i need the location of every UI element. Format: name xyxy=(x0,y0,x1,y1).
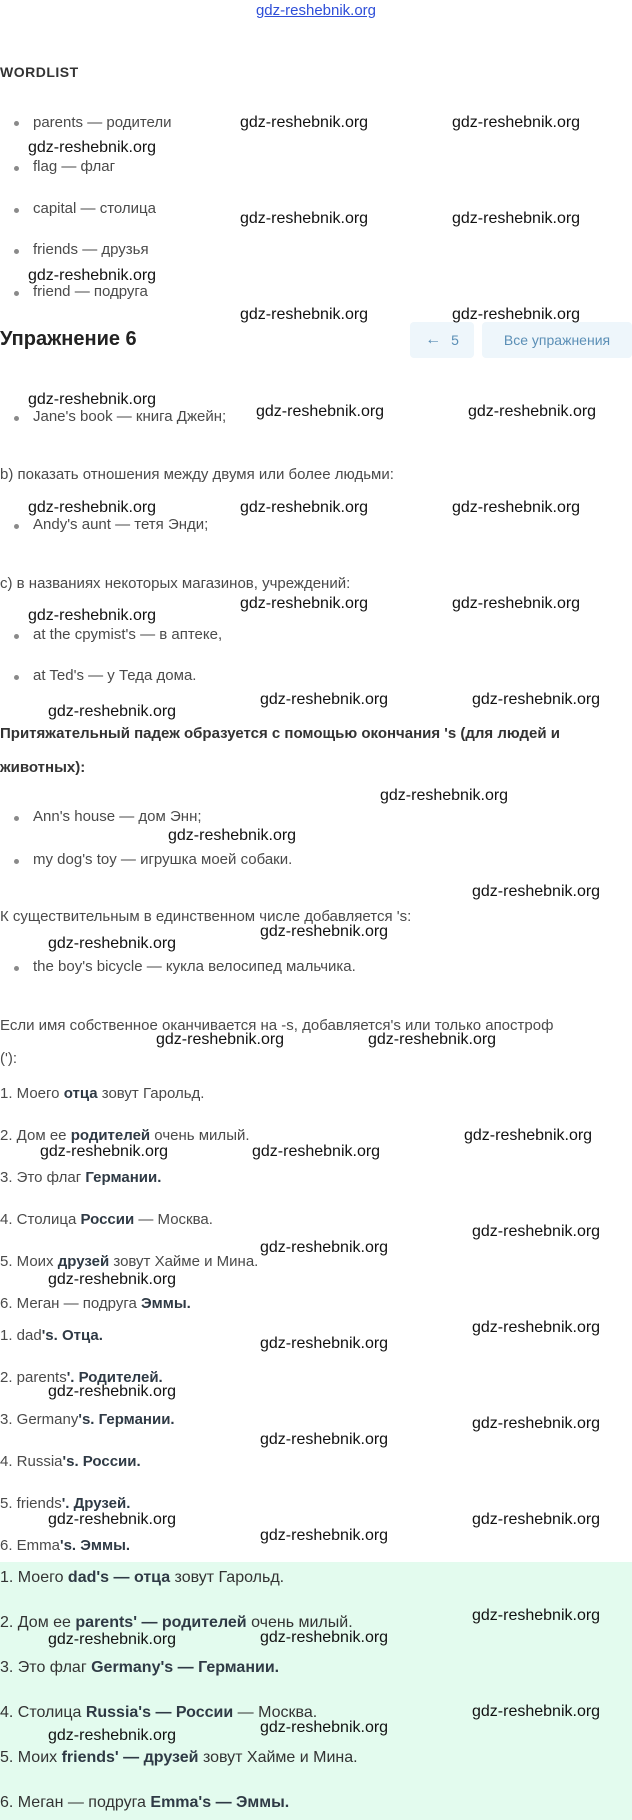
answer-line: 2. Дом ее parents' — родителей очень милый. xyxy=(0,1614,353,1631)
watermark: gdz-reshebnik.org xyxy=(240,595,369,612)
wordlist-item: friends — друзья xyxy=(33,241,149,258)
watermark: gdz-reshebnik.org xyxy=(452,595,581,612)
watermark: gdz-reshebnik.org xyxy=(260,1239,389,1256)
task-line: 1. Моего отца зовут Гарольд. xyxy=(0,1085,205,1102)
watermark: gdz-reshebnik.org xyxy=(28,391,157,408)
bullet xyxy=(14,291,19,296)
theory-item: at Ted's — у Теда дома. xyxy=(33,667,197,684)
watermark: gdz-reshebnik.org xyxy=(48,1271,177,1288)
theory-item: the boy's bicycle — кукла велосипед мальчика. xyxy=(33,958,356,975)
bullet xyxy=(14,966,19,971)
watermark: gdz-reshebnik.org xyxy=(40,1143,169,1160)
prev-exercise-label: 5 xyxy=(451,332,459,348)
watermark: gdz-reshebnik.org xyxy=(48,1727,177,1744)
form-line: 5. friends'. Друзей. xyxy=(0,1495,131,1512)
watermark: gdz-reshebnik.org xyxy=(472,1223,601,1240)
bullet xyxy=(14,634,19,639)
bullet xyxy=(14,524,19,529)
watermark: gdz-reshebnik.org xyxy=(380,787,509,804)
theory-item: Jane's book — книга Джейн; xyxy=(33,408,227,425)
watermark: gdz-reshebnik.org xyxy=(260,1431,389,1448)
bullet xyxy=(14,166,19,171)
all-exercises-label: Все упражнения xyxy=(503,332,611,348)
watermark: gdz-reshebnik.org xyxy=(48,703,177,720)
answer-line: 5. Моих friends' — друзей зовут Хайме и Мина. xyxy=(0,1749,358,1766)
task-line: 6. Меган — подруга Эммы. xyxy=(0,1295,191,1312)
theory-item: at the cpymist's — в аптеке, xyxy=(33,626,223,643)
wordlist-item: flag — флаг xyxy=(33,158,116,175)
rule-text: животных): xyxy=(0,759,86,776)
watermark: gdz-reshebnik.org xyxy=(468,403,597,420)
watermark: gdz-reshebnik.org xyxy=(472,1703,601,1720)
bullet xyxy=(14,208,19,213)
watermark: gdz-reshebnik.org xyxy=(252,1143,381,1160)
form-line: 1. dad's. Отца. xyxy=(0,1327,103,1344)
task-line: 5. Моих друзей зовут Хайме и Мина. xyxy=(0,1253,259,1270)
watermark: gdz-reshebnik.org xyxy=(260,1527,389,1544)
watermark: gdz-reshebnik.org xyxy=(48,1383,177,1400)
watermark: gdz-reshebnik.org xyxy=(48,1511,177,1528)
answer-line: 4. Столица Russia's — России — Москва. xyxy=(0,1704,318,1721)
task-line: 3. Это флаг Германии. xyxy=(0,1169,162,1186)
bullet xyxy=(14,816,19,821)
task-line: 2. Дом ее родителей очень милый. xyxy=(0,1127,250,1144)
bullet xyxy=(14,675,19,680)
answer-line: 6. Меган — подруга Emma's — Эммы. xyxy=(0,1794,290,1811)
watermark: gdz-reshebnik.org xyxy=(48,1631,177,1648)
watermark: gdz-reshebnik.org xyxy=(260,923,389,940)
watermark: gdz-reshebnik.org xyxy=(472,691,601,708)
watermark: gdz-reshebnik.org xyxy=(240,114,369,131)
watermark: gdz-reshebnik.org xyxy=(240,499,369,516)
rule-text: Притяжательный падеж образуется с помощью окончания 's (для людей и xyxy=(0,725,560,742)
watermark: gdz-reshebnik.org xyxy=(452,210,581,227)
watermark: gdz-reshebnik.org xyxy=(28,607,157,624)
form-line: 4. Russia's. России. xyxy=(0,1453,141,1470)
watermark: gdz-reshebnik.org xyxy=(168,827,297,844)
task-line: 4. Столица России — Москва. xyxy=(0,1211,213,1228)
theory-item: Andy's aunt — тетя Энди; xyxy=(33,516,209,533)
watermark: gdz-reshebnik.org xyxy=(240,210,369,227)
answer-line: 3. Это флаг Germany's — Германии. xyxy=(0,1659,280,1676)
watermark: gdz-reshebnik.org xyxy=(240,306,369,323)
wordlist-item: friend — подруга xyxy=(33,283,148,300)
theory-heading: Если имя собственное оканчивается на -s, добавляется's или только апостроф xyxy=(0,1017,554,1034)
form-line: 6. Emma's. Эммы. xyxy=(0,1537,131,1554)
arrow-left-icon: ← xyxy=(425,331,442,348)
watermark: gdz-reshebnik.org xyxy=(472,883,601,900)
bullet xyxy=(14,249,19,254)
watermark: gdz-reshebnik.org xyxy=(464,1127,593,1144)
answer-line: 1. Моего dad's — отца зовут Гарольд. xyxy=(0,1569,285,1586)
theory-heading: К существительным в единственном числе добавляется 's: xyxy=(0,908,412,925)
theory-heading: b) показать отношения между двумя или более людьми: xyxy=(0,466,394,483)
exercise-title: Упражнение 6 xyxy=(0,328,137,350)
watermark: gdz-reshebnik.org xyxy=(452,499,581,516)
watermark: gdz-reshebnik.org xyxy=(472,1607,601,1624)
watermark: gdz-reshebnik.org xyxy=(28,499,157,516)
watermark: gdz-reshebnik.org xyxy=(452,114,581,131)
bullet xyxy=(14,416,19,421)
watermark: gdz-reshebnik.org xyxy=(368,1031,497,1048)
theory-item: my dog's toy — игрушка моей собаки. xyxy=(33,851,293,868)
watermark: gdz-reshebnik.org xyxy=(452,306,581,323)
watermark: gdz-reshebnik.org xyxy=(156,1031,285,1048)
watermark: gdz-reshebnik.org xyxy=(260,1629,389,1646)
theory-item: Ann's house — дом Энн; xyxy=(33,808,202,825)
theory-heading: c) в названиях некоторых магазинов, учреждений: xyxy=(0,575,351,592)
bullet xyxy=(14,859,19,864)
answer-box xyxy=(0,1562,632,1820)
all-exercises-button[interactable] xyxy=(482,322,632,358)
prev-exercise-button[interactable] xyxy=(410,322,474,358)
theory-heading: ('): xyxy=(0,1050,18,1067)
form-line: 2. parents'. Родителей. xyxy=(0,1369,163,1386)
watermark: gdz-reshebnik.org xyxy=(472,1415,601,1432)
wordlist-title: WORDLIST xyxy=(0,64,79,80)
watermark: gdz-reshebnik.org xyxy=(28,139,157,156)
watermark: gdz-reshebnik.org xyxy=(260,1335,389,1352)
watermark: gdz-reshebnik.org xyxy=(260,1719,389,1736)
bullet xyxy=(14,121,19,126)
watermark: gdz-reshebnik.org xyxy=(260,691,389,708)
watermark: gdz-reshebnik.org xyxy=(472,1319,601,1336)
site-link[interactable]: gdz-reshebnik.org xyxy=(255,2,377,19)
watermark: gdz-reshebnik.org xyxy=(48,935,177,952)
watermark: gdz-reshebnik.org xyxy=(472,1511,601,1528)
wordlist-item: capital — столица xyxy=(33,200,156,217)
watermark: gdz-reshebnik.org xyxy=(28,267,157,284)
watermark: gdz-reshebnik.org xyxy=(256,403,385,420)
form-line: 3. Germany's. Германии. xyxy=(0,1411,175,1428)
wordlist-item: parents — родители xyxy=(33,114,172,131)
